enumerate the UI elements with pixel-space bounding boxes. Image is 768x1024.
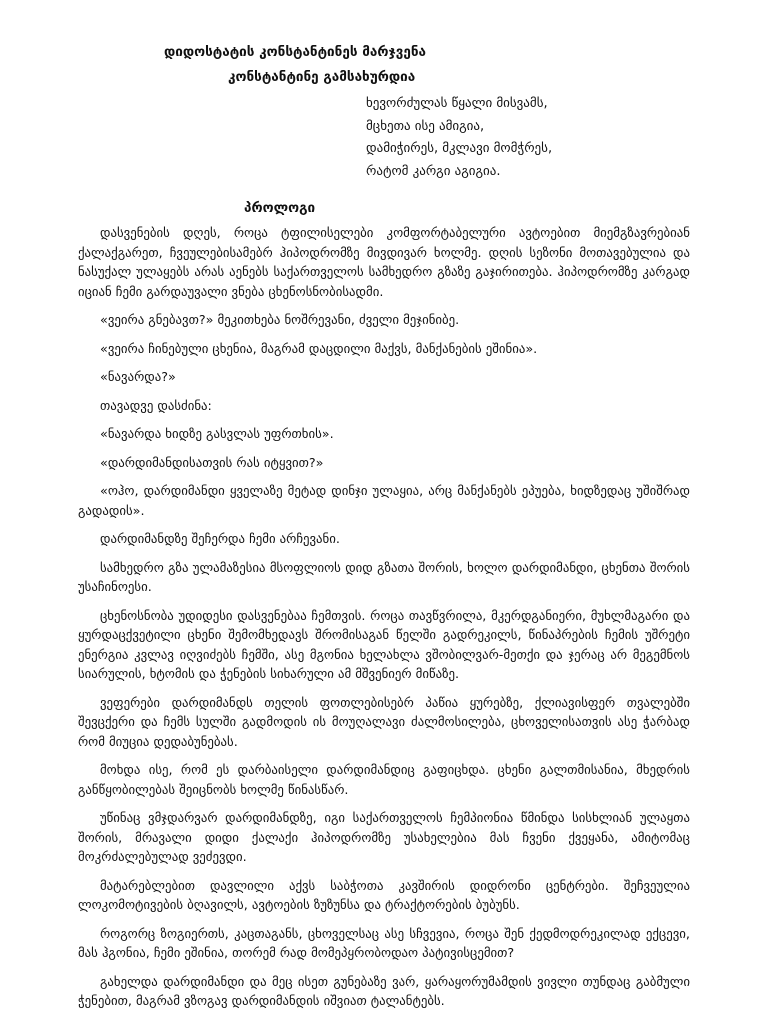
paragraph: მოხდა ისე, რომ ეს დარბაისელი დარდიმანდიც გაფიცხდა. ცხენი გალთმისანია, მხედრის განწყობილებას შეიცნობს ხოლმე წინასწარ. bbox=[78, 763, 690, 798]
document-title: დიდოსტატის კონსტანტინეს მარჯვენა bbox=[164, 44, 427, 60]
paragraph: ცხენოსნობა უდიდესი დასვენებაა ჩემთვის. როცა თავწვრილა, მკერდგანიერი, მუხლმაგარი და ყურდაცქვეტილი ცხენი შემომხედავს შრომისაგან წელში გადრეკილს, წინაპრების ჩემის უშრეტი ენერგია კვლავ იღვიძებს ჩემში, ასე მგონია ხელახლა ვშობილვარ-მეთქი და ჯერაც არ მეგემნოს სიარულის, ხტომის და ჭენების სიხარული ამ მშვენიერ მიწაზე. bbox=[78, 608, 690, 682]
author-name: კონსტანტინე გამსახურდია bbox=[228, 69, 416, 85]
epigraph-line: ხევორძულას წყალი მისვამს, bbox=[366, 96, 548, 111]
paragraph: თავადვე დასძინა: bbox=[100, 398, 212, 414]
paragraph: გახელდა დარდიმანდი და მეც ისეთ გუნებაზე ვარ, ყარაყორუმამდის ვივლი თუნდაც გაბმული ჭენებით, მაგრამ ვზოგავ დარდიმანდის იშვიათ ტალანტებს. bbox=[78, 974, 690, 1009]
epigraph bbox=[366, 93, 552, 183]
epigraph-line: დამიჭირეს, მკლავი მომჭრეს, bbox=[366, 141, 553, 156]
paragraph: «ნავარდა?» bbox=[100, 370, 176, 385]
paragraph: «ვეირა გნებავთ?» მეკითხება ნოშრევანი, ძველი მეჯინიბე. bbox=[100, 313, 460, 328]
paragraph: «ვეირა ჩინებული ცხენია, მაგრამ დაცდილი მაქვს, მანქანების ეშინია». bbox=[100, 341, 538, 357]
paragraph: «დარდიმანდისათვის რას იტყვით?» bbox=[100, 455, 324, 471]
epigraph-line: რატომ კარგი აგიგია. bbox=[366, 163, 501, 179]
paragraph: «ოჰო, დარდიმანდი ყველაზე მეტად დინჯი ულაყია, არც მანქანებს ეპუება, ხიდზედაც უშიშრად გადადის». bbox=[78, 484, 690, 519]
body-text bbox=[78, 224, 690, 1021]
paragraph: როგორც ზოგიერთს, კაცთაგანს, ცხოველსაც ასე სჩვევია, როცა შენ ქედმოდრეკილად ექცევი, მას ჰგონია, ჩემი ეშინია, თორემ რად მომეპყრობოდაო პატივისცემით? bbox=[78, 926, 690, 961]
paragraph: დასვენების დღეს, როცა ტფილისელები კომფორტაბელური ავტოებით მიემგზავრებიან ქალაქგარეთ, ჩვეულებისამებრ ჰიპოდრომზე მივდივარ ხოლმე. დღის სეზონი მოთავებულია და ნასუქალ ულაყებს არას აენებს საქართველოს სამხედრო გზაზე გაჯირითება. ჰიპოდრომზე კარგად იციან ჩემი გარდაუვალი ვნება ცხენოსნობისადმი. bbox=[78, 226, 690, 300]
paragraph: დარდიმანდზე შეჩერდა ჩემი არჩევანი. bbox=[100, 532, 340, 547]
paragraph: მატარებლებით დავლილი აქვს საბჭოთა კავშირის დიდრონი ცენტრები. შეჩვეულია ლოკომოტივების ბღავილს, ავტოების ზუზუნსა და ტრაქტორების ბუბუნს. bbox=[78, 878, 690, 913]
paragraph: სამხედრო გზა ულამაზესია მსოფლიოს დიდ გზათა შორის, ხოლო დარდიმანდი, ცხენთა შორის უსაჩინოესი. bbox=[78, 560, 690, 595]
epigraph-line: მცხეთა ისე ამიგია, bbox=[366, 118, 485, 134]
section-heading: პროლოგი bbox=[244, 200, 316, 216]
paragraph: «ნავარდა ხიდზე გასვლას უფრთხის». bbox=[100, 427, 334, 442]
paragraph: ვეფერები დარდიმანდს თელის ფოთლებისებრ პაწია ყურებზე, ქლიავისფერ თვალებში შევცქერი და ჩემს სულში გადმოდის ის მოუღალავი ძალმოსილება, ცხოველისათვის ასე ჭარბად რომ მიუცია დედაბუნებას. bbox=[78, 695, 690, 750]
paragraph: უწინაც ვმჯდარვარ დარდიმანდზე, იგი საქართველოს ჩემპიონია წმინდა სისხლიან ულაყთა შორის, მრავალი დიდი ქალაქი ჰიპოდრომზე უსახელებია მას ჩვენი ქვეყანა, ამიტომაც მოკრძალებულად ვეძევდი. bbox=[78, 811, 690, 865]
